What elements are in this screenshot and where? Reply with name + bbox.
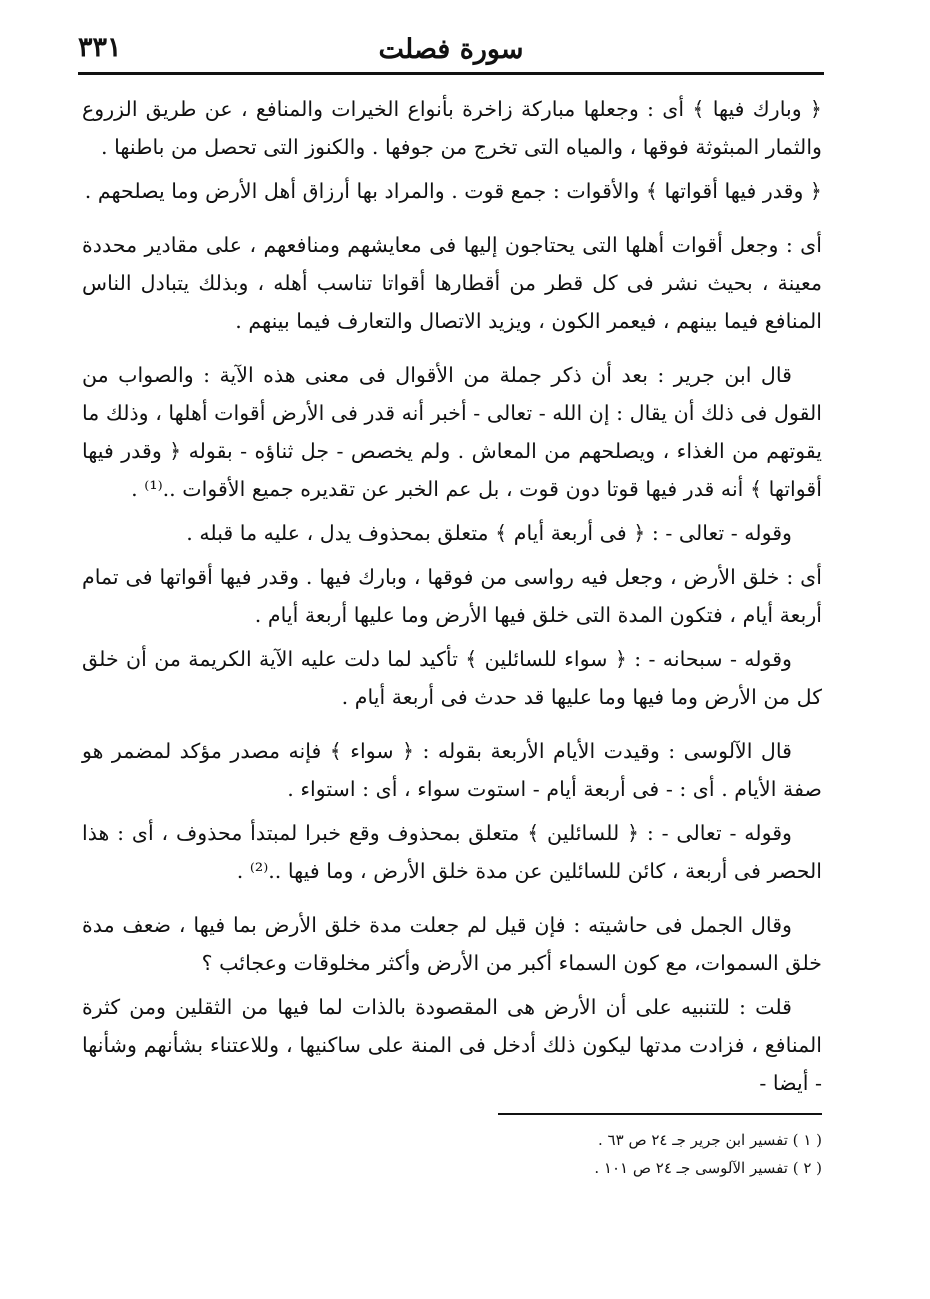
paragraph: وقوله - تعالى - : ﴿ فى أربعة أيام ﴾ متعلق بمحذوف يدل ، عليه ما قبله . [186,521,792,545]
footnote-divider [498,1113,822,1115]
page-header [78,24,824,75]
footnotes [470,1126,822,1182]
paragraph: ﴿ وبارك فيها ﴾ أى : وجعلها مباركة زاخرة بأنواع الخيرات والمنافع ، عن طريق الزروع والثمار المبثوثة فوقها ، والمياه التى تخرج من جوفها . والكنوز التى تحصل من باطنها . [82,97,822,159]
paragraph: أى : خلق الأرض ، وجعل فيه رواسى من فوقها ، وبارك فيها . وقدر فيها أقواتها فى تمام أربعة أيام ، فتكون المدة التى خلق فيها الأرض وما عليها أربعة أيام . [82,565,822,627]
footnote: ( ٢ ) تفسير الآلوسى جـ ٢٤ ص ١٠١ . [594,1159,822,1177]
paragraph: ﴿ وقدر فيها أقواتها ﴾ والأقوات : جمع قوت . والمراد بها أرزاق أهل الأرض وما يصلحهم . [84,179,822,203]
paragraph: وقوله - تعالى - : ﴿ للسائلين ﴾ متعلق بمحذوف وقع خبرا لمبتدأ محذوف ، أى : هذا الحصر فى أربعة ، كائن للسائلين عن مدة خلق الأرض ، وما فيها ..⁽²⁾ . [82,821,822,883]
paragraph: أى : وجعل أقوات أهلها التى يحتاجون إليها فى معايشهم ومنافعهم ، على مقادير محددة معينة ، بحيث نشر فى كل قطر من أقطارها أقواتا تناسب أهله ، وبذلك يتبادل الناس المنافع فيما بينهم ، فيعمر الكون ، ويزيد الاتصال والتعارف فيما بينهم . [82,233,822,333]
page-number: ٣٣١ [78,32,122,63]
paragraph: وقوله - سبحانه - : ﴿ سواء للسائلين ﴾ تأكيد لما دلت عليه الآية الكريمة من أن خلق كل من الأرض وما فيها وما عليها قد حدث فى أربعة أيام . [82,647,822,709]
paragraph: قلت : للتنبيه على أن الأرض هى المقصودة بالذات لما فيها من الثقلين ومن كثرة المنافع ، فزادت مدتها ليكون ذلك أدخل فى المنة على ساكنيها ، وللاعتناء بشأنهم وشأنها - أيضا - [82,995,822,1095]
paragraph: قال ابن جرير : بعد أن ذكر جملة من الأقوال فى معنى هذه الآية : والصواب من القول فى ذلك أن يقال : إن الله - تعالى - أخبر أنه قدر فى الأرض أقوات أهلها ، وذلك ما يقوتهم من الغذاء ، ويصلحهم من المعاش . ولم يخصص - جل ثناؤه - بقوله ﴿ وقدر فيها أقواتها ﴾ أنه قدر فيها قوتا دون قوت ، بل عم الخبر عن تقديره جميع الأقوات ..⁽¹⁾ . [82,363,822,501]
paragraph: وقال الجمل فى حاشيته : فإن قيل لم جعلت مدة خلق الأرض بما فيها ، ضعف مدة خلق السموات، مع كون السماء أكبر من الأرض وأكثر مخلوقات وعجائب ؟ [82,913,822,975]
footnote: ( ١ ) تفسير ابن جرير جـ ٢٤ ص ٦٣ . [598,1131,822,1149]
paragraph: قال الآلوسى : وقيدت الأيام الأربعة بقوله : ﴿ سواء ﴾ فإنه مصدر مؤكد لمضمر هو صفة الأيام . أى : - فى أربعة أيام - استوت سواء ، أى : استواء . [82,739,822,801]
page-body [82,90,822,1108]
surah-title: سورة فصلت [378,34,524,65]
